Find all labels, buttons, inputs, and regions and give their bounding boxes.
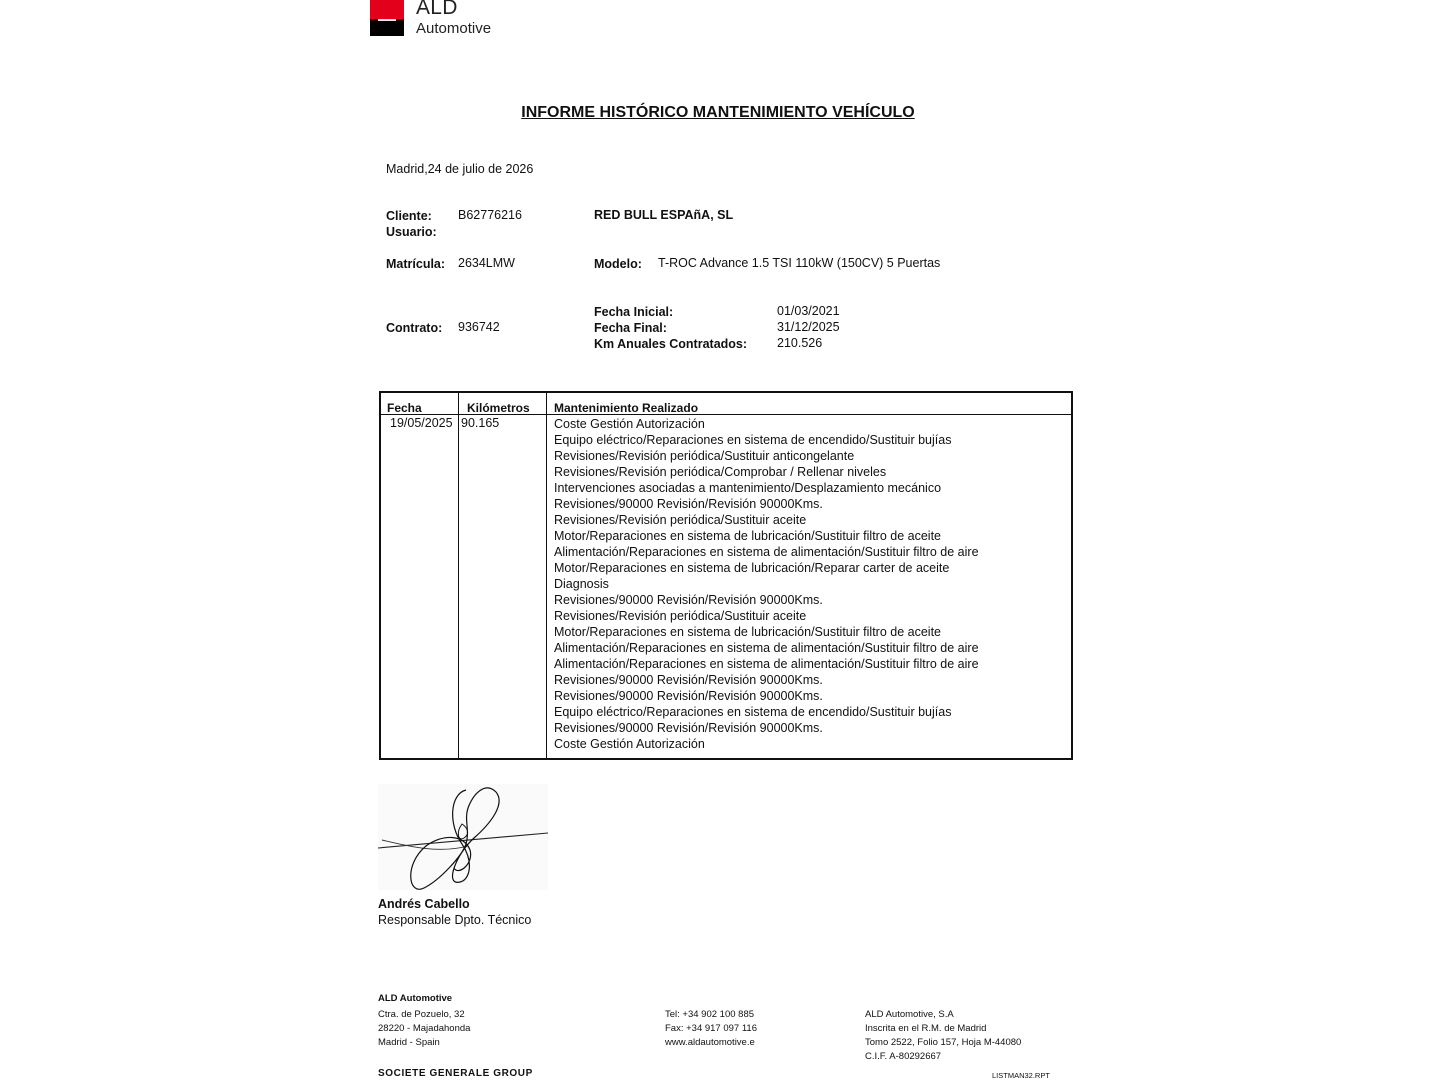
logo-text-automotive: Automotive	[416, 20, 492, 37]
maintenance-item: Revisiones/Revisión periódica/Sustituir aceite	[554, 609, 807, 623]
maintenance-item: Revisiones/90000 Revisión/Revisión 90000Kms.	[554, 689, 823, 703]
maintenance-list	[554, 416, 979, 752]
row-fecha: 19/05/2025	[390, 416, 453, 430]
contrato-value: 936742	[458, 320, 500, 334]
maintenance-item: Intervenciones asociadas a mantenimiento/Desplazamiento mecánico	[554, 481, 942, 495]
km-label: Km Anuales Contratados:	[594, 337, 748, 351]
signer-name: Andrés Cabello	[378, 897, 470, 911]
footer-company: ALD Automotive	[378, 993, 453, 1004]
maintenance-item: Revisiones/90000 Revisión/Revisión 90000Kms.	[554, 593, 823, 607]
km-value: 210.526	[777, 336, 823, 350]
maintenance-item: Equipo eléctrico/Reparaciones en sistema de encendido/Sustituir bujías	[554, 705, 952, 719]
report-code: LISTMAN32.RPT	[992, 1071, 1050, 1080]
modelo-value: T-ROC Advance 1.5 TSI 110kW (150CV) 5 Puertas	[658, 256, 941, 270]
footer-address: Ctra. de Pozuelo, 32 28220 - Majadahonda Madrid - Spain	[378, 1009, 471, 1048]
maintenance-item: Diagnosis	[554, 577, 609, 591]
maintenance-item: Motor/Reparaciones en sistema de lubricación/Reparar carter de aceite	[554, 561, 950, 575]
website-link[interactable]: www.aldautomotive.e	[665, 1037, 755, 1048]
matricula-label: Matrícula:	[386, 257, 446, 271]
maintenance-item: Revisiones/90000 Revisión/Revisión 90000Kms.	[554, 497, 823, 511]
column-divider	[546, 393, 547, 758]
logo-text-ald: ALD	[416, 0, 458, 19]
maintenance-item: Revisiones/Revisión periódica/Comprobar / Rellenar niveles	[554, 465, 887, 479]
fecha-final-label: Fecha Final:	[594, 321, 667, 335]
fecha-final-value: 31/12/2025	[777, 320, 840, 334]
maintenance-item: Motor/Reparaciones en sistema de lubricación/Sustituir filtro de aceite	[554, 529, 941, 543]
maintenance-item: Revisiones/90000 Revisión/Revisión 90000Kms.	[554, 673, 823, 687]
maintenance-item: Motor/Reparaciones en sistema de lubricación/Sustituir filtro de aceite	[554, 625, 941, 639]
ald-automotive-logo	[370, 0, 502, 36]
column-divider	[458, 393, 459, 758]
fecha-inicial-value: 01/03/2021	[777, 304, 840, 318]
logo-mark-icon	[370, 0, 404, 36]
header-fecha: Fecha	[387, 401, 422, 415]
date: 24 de julio de 2026	[427, 162, 534, 176]
maintenance-item: Revisiones/90000 Revisión/Revisión 90000Kms.	[554, 721, 823, 735]
cliente-code: B62776216	[458, 208, 522, 222]
maintenance-item: Equipo eléctrico/Reparaciones en sistema de encendido/Sustituir bujías	[554, 433, 952, 447]
maintenance-item: Revisiones/Revisión periódica/Sustituir aceite	[554, 513, 807, 527]
maintenance-item: Alimentación/Reparaciones en sistema de alimentación/Sustituir filtro de aire	[554, 641, 979, 655]
contrato-label: Contrato:	[386, 321, 443, 335]
cliente-label: Cliente:	[386, 209, 432, 223]
modelo-label: Modelo:	[594, 257, 642, 271]
header-mantenimiento: Mantenimiento Realizado	[554, 401, 699, 415]
maintenance-table	[379, 391, 1073, 760]
maintenance-item: Alimentación/Reparaciones en sistema de alimentación/Sustituir filtro de aire	[554, 657, 979, 671]
header-kilometros: Kilómetros	[467, 401, 530, 415]
maintenance-item: Alimentación/Reparaciones en sistema de alimentación/Sustituir filtro de aire	[554, 545, 979, 559]
place-date	[386, 162, 533, 176]
footer-contact: Tel: +34 902 100 885 Fax: +34 917 097 116 www.aldautomotive.e	[665, 1009, 757, 1048]
page-title: INFORME HISTÓRICO MANTENIMIENTO VEHÍCULO	[521, 104, 915, 121]
usuario-label: Usuario:	[386, 225, 437, 239]
signature-image	[378, 784, 548, 890]
maintenance-item: Coste Gestión Autorización	[554, 417, 705, 431]
fecha-inicial-label: Fecha Inicial:	[594, 305, 674, 319]
signer-role: Responsable Dpto. Técnico	[378, 913, 532, 927]
maintenance-item: Revisiones/Revisión periódica/Sustituir anticongelante	[554, 449, 855, 463]
matricula-value: 2634LMW	[458, 256, 515, 270]
place: Madrid,	[386, 162, 428, 176]
cliente-name: RED BULL ESPAñA, SL	[594, 208, 734, 222]
footer-legal: ALD Automotive, S.A Inscrita en el R.M. de Madrid Tomo 2522, Folio 157, Hoja M-44080 C.I.F. A-80292667	[865, 1009, 1022, 1062]
group-tagline: SOCIETE GENERALE GROUP	[378, 1068, 533, 1079]
maintenance-item: Coste Gestión Autorización	[554, 737, 705, 751]
row-km: 90.165	[461, 416, 500, 430]
